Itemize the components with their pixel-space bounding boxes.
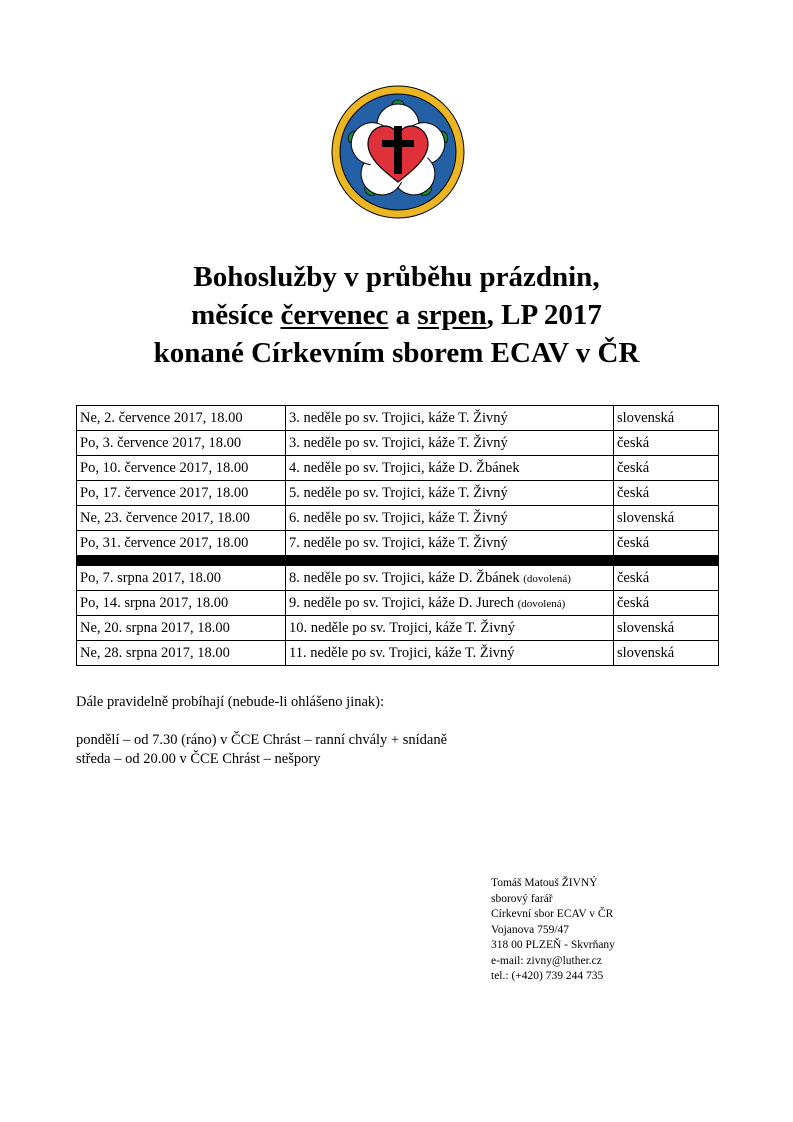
title-line-3: konané Církevním sborem ECAV v ČR xyxy=(153,337,640,369)
schedule-date: Po, 7. srpna 2017, 18.00 xyxy=(77,566,286,591)
schedule-language: česká xyxy=(614,531,719,556)
schedule-service-cell xyxy=(286,431,614,456)
schedule-date: Ne, 28. srpna 2017, 18.00 xyxy=(77,641,286,666)
signature-role: sborový farář xyxy=(491,892,553,905)
schedule-date: Po, 17. července 2017, 18.00 xyxy=(77,481,286,506)
schedule-row xyxy=(77,506,719,531)
page-title xyxy=(0,258,793,372)
schedule-row xyxy=(77,481,719,506)
schedule-language: slovenská xyxy=(614,641,719,666)
signature-city: 318 00 PLZEŇ - Skvrňany xyxy=(491,939,615,951)
schedule-note: (dovolená) xyxy=(523,572,571,585)
signature-org: Církevní sbor ECAV v ČR xyxy=(491,908,614,920)
schedule-service: 8. neděle po sv. Trojici, káže D. Žbánek xyxy=(289,569,520,586)
schedule-service: 5. neděle po sv. Trojici, káže T. Živný xyxy=(289,484,508,501)
luther-rose-icon xyxy=(331,85,465,219)
schedule-row xyxy=(77,641,719,666)
schedule-row xyxy=(77,456,719,481)
schedule-service-cell xyxy=(286,406,614,431)
title-line-2-suffix: , LP 2017 xyxy=(486,299,602,331)
schedule-service-cell xyxy=(286,641,614,666)
schedule-service: 4. neděle po sv. Trojici, káže D. Žbánek xyxy=(289,459,520,476)
schedule-service: 9. neděle po sv. Trojici, káže D. Jurech xyxy=(289,594,514,611)
schedule-service-cell xyxy=(286,616,614,641)
schedule-service: 3. neděle po sv. Trojici, káže T. Živný xyxy=(289,434,508,451)
signature-email: e-mail: zivny@luther.cz xyxy=(491,954,602,967)
regular-intro: Dále pravidelně probíhají (nebude-li ohlášeno jinak): xyxy=(76,694,385,710)
schedule-service-cell xyxy=(286,591,614,616)
schedule-language: slovenská xyxy=(614,506,719,531)
schedule-service: 11. neděle po sv. Trojici, káže T. Živný xyxy=(289,644,515,661)
schedule-table xyxy=(76,405,719,666)
schedule-service: 10. neděle po sv. Trojici, káže T. Živný xyxy=(289,619,516,636)
schedule-service-cell xyxy=(286,566,614,591)
regular-wednesday: středa – od 20.00 v ČCE Chrást – nešpory xyxy=(76,751,321,767)
schedule-language: česká xyxy=(614,431,719,456)
schedule-service-cell xyxy=(286,506,614,531)
schedule-service-cell xyxy=(286,456,614,481)
regular-monday: pondělí – od 7.30 (ráno) v ČCE Chrást – ranní chvály + snídaně xyxy=(76,732,448,748)
title-month-july: červenec xyxy=(280,299,389,331)
schedule-service-cell xyxy=(286,531,614,556)
schedule-table-body xyxy=(77,406,719,666)
schedule-date: Ne, 20. srpna 2017, 18.00 xyxy=(77,616,286,641)
schedule-language: česká xyxy=(614,566,719,591)
schedule-row xyxy=(77,616,719,641)
month-separator-bar xyxy=(77,556,719,566)
schedule-date: Ne, 23. července 2017, 18.00 xyxy=(77,506,286,531)
month-separator xyxy=(77,556,719,566)
schedule-row xyxy=(77,431,719,456)
signature-phone: tel.: (+420) 739 244 735 xyxy=(491,970,604,982)
schedule-note: (dovolená) xyxy=(517,597,566,610)
schedule-row xyxy=(77,406,719,431)
title-line-1: Bohoslužby v průběhu prázdnin, xyxy=(193,261,600,293)
schedule-language: česká xyxy=(614,481,719,506)
schedule-date: Po, 31. července 2017, 18.00 xyxy=(77,531,286,556)
schedule-language: česká xyxy=(614,456,719,481)
schedule-row xyxy=(77,531,719,556)
signature-block xyxy=(491,876,615,985)
title-month-august: srpen xyxy=(417,299,487,331)
schedule-date: Ne, 2. července 2017, 18.00 xyxy=(77,406,286,431)
title-line-2-mid: a xyxy=(388,299,418,331)
schedule-language: slovenská xyxy=(614,406,719,431)
regular-events xyxy=(76,693,447,769)
schedule-service: 3. neděle po sv. Trojici, káže T. Živný xyxy=(289,409,508,426)
schedule-language: slovenská xyxy=(614,616,719,641)
title-line-2 xyxy=(0,296,793,334)
schedule-date: Po, 10. července 2017, 18.00 xyxy=(77,456,286,481)
schedule-language: česká xyxy=(614,591,719,616)
signature-name: Tomáš Matouš ŽIVNÝ xyxy=(491,877,598,889)
schedule-service: 7. neděle po sv. Trojici, káže T. Živný xyxy=(289,534,508,551)
title-line-2-prefix: měsíce xyxy=(191,299,281,331)
schedule-row xyxy=(77,566,719,591)
schedule-service-cell xyxy=(286,481,614,506)
schedule-row xyxy=(77,591,719,616)
schedule-date: Po, 14. srpna 2017, 18.00 xyxy=(77,591,286,616)
signature-street: Vojanova 759/47 xyxy=(491,923,570,936)
schedule-service: 6. neděle po sv. Trojici, káže T. Živný xyxy=(289,509,508,526)
schedule-date: Po, 3. července 2017, 18.00 xyxy=(77,431,286,456)
